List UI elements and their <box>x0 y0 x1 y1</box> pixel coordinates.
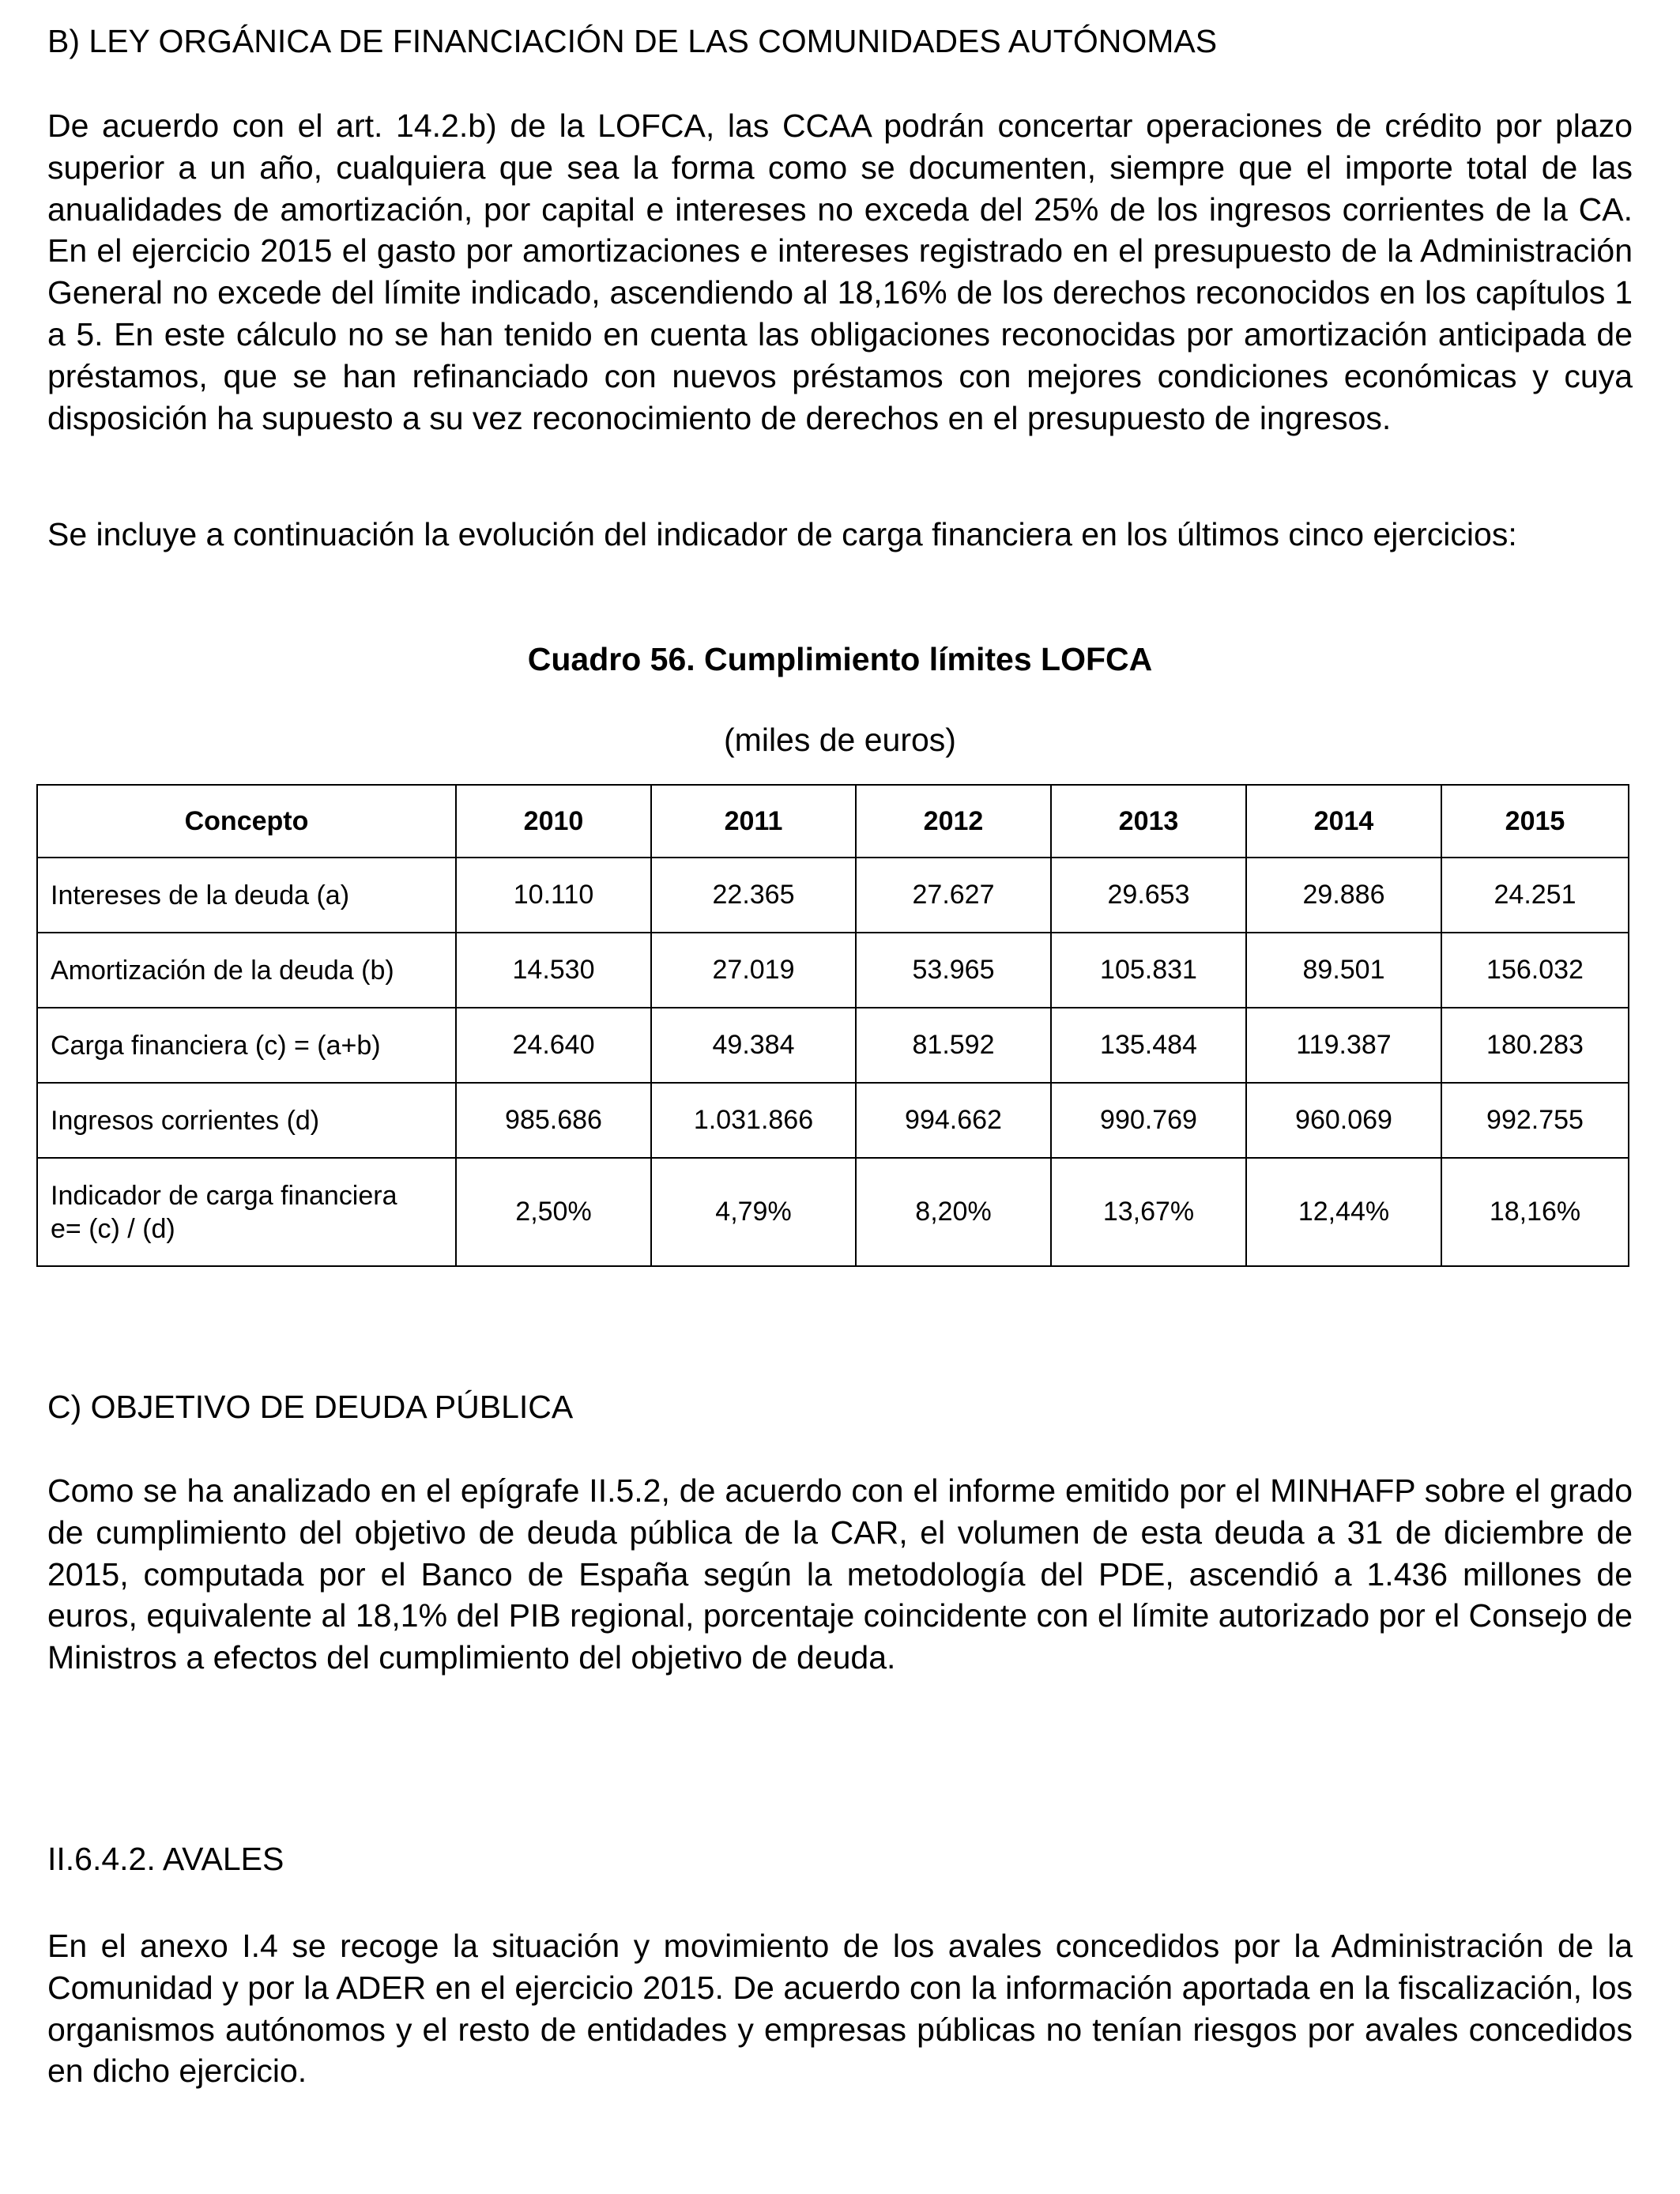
cell-2010: 10.110 <box>456 858 651 933</box>
table-title: Cuadro 56. Cumplimiento límites LOFCA <box>527 641 1153 677</box>
table-row-intereses <box>37 858 1629 933</box>
row-concept: Intereses de la deuda (a) <box>37 858 456 933</box>
cell-2013: 29.653 <box>1051 858 1246 933</box>
lofca-limits-table <box>36 784 1629 1267</box>
row-concept <box>37 1158 456 1266</box>
section-c-heading: C) OBJETIVO DE DEUDA PÚBLICA <box>47 1389 574 1425</box>
cell-2013: 135.484 <box>1051 1008 1246 1083</box>
cell-2012: 81.592 <box>856 1008 1051 1083</box>
table-row-amortizacion <box>37 933 1629 1008</box>
cell-2010: 24.640 <box>456 1008 651 1083</box>
cell-2014: 29.886 <box>1246 858 1441 933</box>
cell-2015: 992.755 <box>1441 1083 1629 1158</box>
cell-2014: 89.501 <box>1246 933 1441 1008</box>
section-b-paragraph-2: Se incluye a continuación la evolución del indicador de carga financiera en los últimos cinco ejercicios: <box>47 516 1517 552</box>
header-concepto: Concepto <box>37 785 456 858</box>
cell-2015: 18,16% <box>1441 1158 1629 1266</box>
cell-2012: 27.627 <box>856 858 1051 933</box>
avales-paragraph: En el anexo I.4 se recoge la situación y movimiento de los avales concedidos por la Administración de la Comunidad y por la ADER en el ejercicio 2015. De acuerdo con la información aportada en la fiscalización, los organismos autónomos y el resto de entidades y empresas públicas no tenían riesgos por avales concedidos en dicho ejercicio. <box>47 1928 1633 2090</box>
row-concept: Amortización de la deuda (b) <box>37 933 456 1008</box>
section-b-paragraph-1: De acuerdo con el art. 14.2.b) de la LOFCA, las CCAA podrán concertar operaciones de crédito por plazo superior a un año, cualquiera que sea la forma como se documenten, siempre que el importe total de las anualidades de amortización, por capital e intereses no exceda del 25% de los ingresos corrientes de la CA. En el ejercicio 2015 el gasto por amortizaciones e intereses registrado en el presupuesto de la Administración General no excede del límite indicado, ascendiendo al 18,16% de los derechos reconocidos en los capítulos 1 a 5. En este cálculo no se han tenido en cuenta las obligaciones reconocidas por amortización anticipada de préstamos, que se han refinanciado con nuevos préstamos con mejores condiciones económicas y cuya disposición ha supuesto a su vez reconocimiento de derechos en el presupuesto de ingresos. <box>47 107 1633 436</box>
cell-2013: 990.769 <box>1051 1083 1246 1158</box>
header-year-2012: 2012 <box>856 785 1051 858</box>
cell-2013: 105.831 <box>1051 933 1246 1008</box>
avales-heading: II.6.4.2. AVALES <box>47 1841 284 1877</box>
cell-2010: 2,50% <box>456 1158 651 1266</box>
row-concept-line-1: Indicador de carga financiera <box>51 1180 397 1211</box>
section-c-paragraph: Como se ha analizado en el epígrafe II.5.2, de acuerdo con el informe emitido por el MINHAFP sobre el grado de cumplimiento del objetivo de deuda pública de la CAR, el volumen de esta deuda a 31 de diciembre de 2015, computada por el Banco de España según la metodología del PDE, ascendió a 1.436 millones de euros, equivalente al 18,1% del PIB regional, porcentaje coincidente con el límite autorizado por el Consejo de Ministros a efectos del cumplimiento del objetivo de deuda. <box>47 1472 1633 1676</box>
cell-2011: 22.365 <box>651 858 856 933</box>
cell-2012: 994.662 <box>856 1083 1051 1158</box>
section-b-heading: B) LEY ORGÁNICA DE FINANCIACIÓN DE LAS COMUNIDADES AUTÓNOMAS <box>47 23 1218 59</box>
cell-2015: 180.283 <box>1441 1008 1629 1083</box>
row-concept-line-2: e= (c) / (d) <box>51 1213 175 1244</box>
cell-2012: 8,20% <box>856 1158 1051 1266</box>
cell-2011: 4,79% <box>651 1158 856 1266</box>
cell-2010: 985.686 <box>456 1083 651 1158</box>
header-year-2015: 2015 <box>1441 785 1629 858</box>
cell-2015: 24.251 <box>1441 858 1629 933</box>
cell-2014: 119.387 <box>1246 1008 1441 1083</box>
cell-2014: 960.069 <box>1246 1083 1441 1158</box>
row-concept: Ingresos corrientes (d) <box>37 1083 456 1158</box>
row-concept: Carga financiera (c) = (a+b) <box>37 1008 456 1083</box>
header-year-2013: 2013 <box>1051 785 1246 858</box>
cell-2011: 1.031.866 <box>651 1083 856 1158</box>
table-subtitle: (miles de euros) <box>724 722 956 758</box>
header-year-2011: 2011 <box>651 785 856 858</box>
header-year-2010: 2010 <box>456 785 651 858</box>
table-header-row <box>37 785 1629 858</box>
cell-2012: 53.965 <box>856 933 1051 1008</box>
table-row-ingresos-corrientes <box>37 1083 1629 1158</box>
cell-2015: 156.032 <box>1441 933 1629 1008</box>
cell-2011: 49.384 <box>651 1008 856 1083</box>
table-row-carga-financiera <box>37 1008 1629 1083</box>
cell-2014: 12,44% <box>1246 1158 1441 1266</box>
header-year-2014: 2014 <box>1246 785 1441 858</box>
table-row-indicador <box>37 1158 1629 1266</box>
cell-2011: 27.019 <box>651 933 856 1008</box>
cell-2013: 13,67% <box>1051 1158 1246 1266</box>
cell-2010: 14.530 <box>456 933 651 1008</box>
